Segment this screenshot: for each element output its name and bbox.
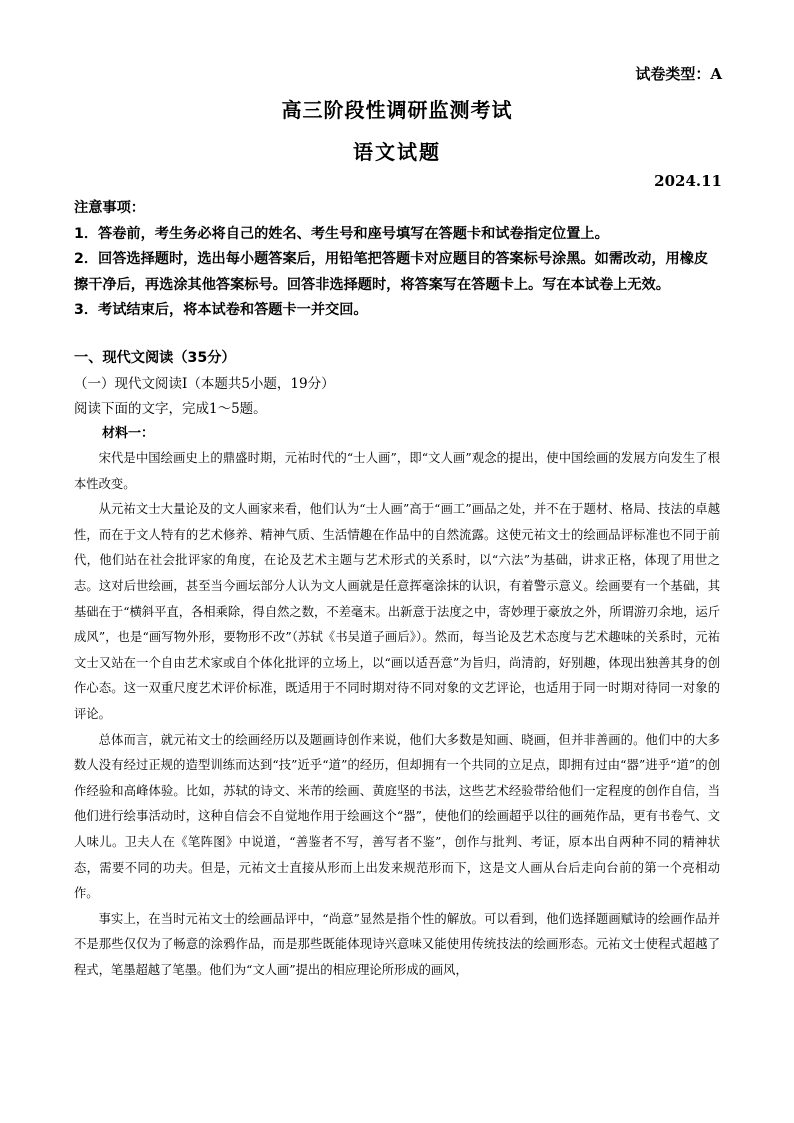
notice-item-2: 2．回答选择题时，选出每小题答案后，用铅笔把答题卡对应题目的答案标号涂黑。如需改动，用橡皮擦干净后，再选涂其他答案标号。回答非选择题时，将答案写在答题卡上。写在本试卷上无效。 — [74, 251, 709, 293]
notice-heading: 注意事项： — [74, 200, 145, 216]
material-label: 材料一： — [102, 426, 155, 441]
exam-title: 高三阶段性调研监测考试 — [281, 98, 513, 122]
notice-block — [74, 196, 720, 324]
exam-type-label: 试卷类型：A — [635, 65, 722, 83]
notice-item-1: 1．答卷前，考生务必将自己的姓名、考生号和座号填写在答题卡和试卷指定位置上。 — [74, 225, 609, 242]
paragraph: 宋代是中国绘画史上的鼎盛时期，元祐时代的“士人画”，即“文人画”观念的提出，使中国绘画的发展方向发生了根本性改变。 — [74, 451, 720, 491]
section-title: 一、现代文阅读（35分） — [74, 350, 236, 366]
exam-date: 2024.11 — [654, 172, 722, 190]
subject-title: 语文试题 — [353, 140, 441, 164]
notice-item-3: 3．考试结束后，将本试卷和答题卡一并交回。 — [74, 302, 368, 318]
paragraph: 从元祐文士大量论及的文人画家来看，他们认为“士人画”高于“画工”画品之处，并不在于题材、格局、技法的卓越性，而在于文人特有的艺术修养、精神气质、生活情趣在作品中的自然流露。这使元祐文士的绘画品评标准也不同于前代，他们站在社会批评家的角度，在论及艺术主题与艺术形式的关系时，以“六法”为基础，讲求正格，体现了用世之志。这对后世绘画，甚至当今画坛部分人认为文人画就是任意挥毫涂抹的认识，有着警示意义。绘画要有一个基础，其基础在于“横斜平直，各相乘除，得自然之数，不差毫末。出新意于法度之中，寄妙理于豪放之外，所谓游刃余地，运斤成风”，也是“画写物外形，要物形不改”（苏轼《书吴道子画后》）。然而，每当论及艺术态度与艺术趣味的关系时，元祐文士又站在一个自由艺术家或自个体化批评的立场上，以“画以适吾意”为旨归，尚清韵，好别趣，体现出独善其身的创作心态。这一双重尺度艺术评价标准，既适用于不同时期对待不同对象的文艺评论，也适用于同一时期对待同一对象的评论。 — [74, 502, 720, 721]
subsection-title: （一）现代文阅读Ⅰ（本题共5小题，19分） — [74, 376, 335, 392]
material-text — [74, 446, 720, 983]
paragraph: 事实上，在当时元祐文士的绘画品评中，“尚意”显然是指个性的解放。可以看到，他们选择题画赋诗的绘画作品并不是那些仅仅为了畅意的涂鸦作品，而是那些既能体现诗兴意味又能使用传统技法的绘画形态。元祐文士使程式超越了程式，笔墨超越了笔墨。他们为“文人画”提出的相应理论所形成的画风， — [74, 911, 720, 977]
paragraph: 总体而言，就元祐文士的绘画经历以及题画诗创作来说，他们大多数是知画、晓画，但并非善画的。他们中的大多数人没有经过正规的造型训练而达到“技”近乎“道”的经历，但却拥有一个共同的立足点，即拥有过由“器”进乎“道”的创作经验和高峰体验。比如，苏轼的诗文、米芾的绘画、黄庭坚的书法，这些艺术经验带给他们一定程度的创作自信，当他们进行绘事活动时，这种自信会不自觉地作用于绘画这个“器”，使他们的绘画超乎以往的画苑作品，更有书卷气、文人味儿。卫夫人在《笔阵图》中说道，“善鉴者不写，善写者不鉴”，创作与批判、考证，原本出自两种不同的精神状态，需要不同的功夫。但是，元祐文士直接从形而上出发来规范形而下，这是文人画从台后走向台前的第一个亮相动作。 — [74, 732, 720, 901]
reading-instruction: 阅读下面的文字，完成1～5题。 — [74, 401, 267, 417]
